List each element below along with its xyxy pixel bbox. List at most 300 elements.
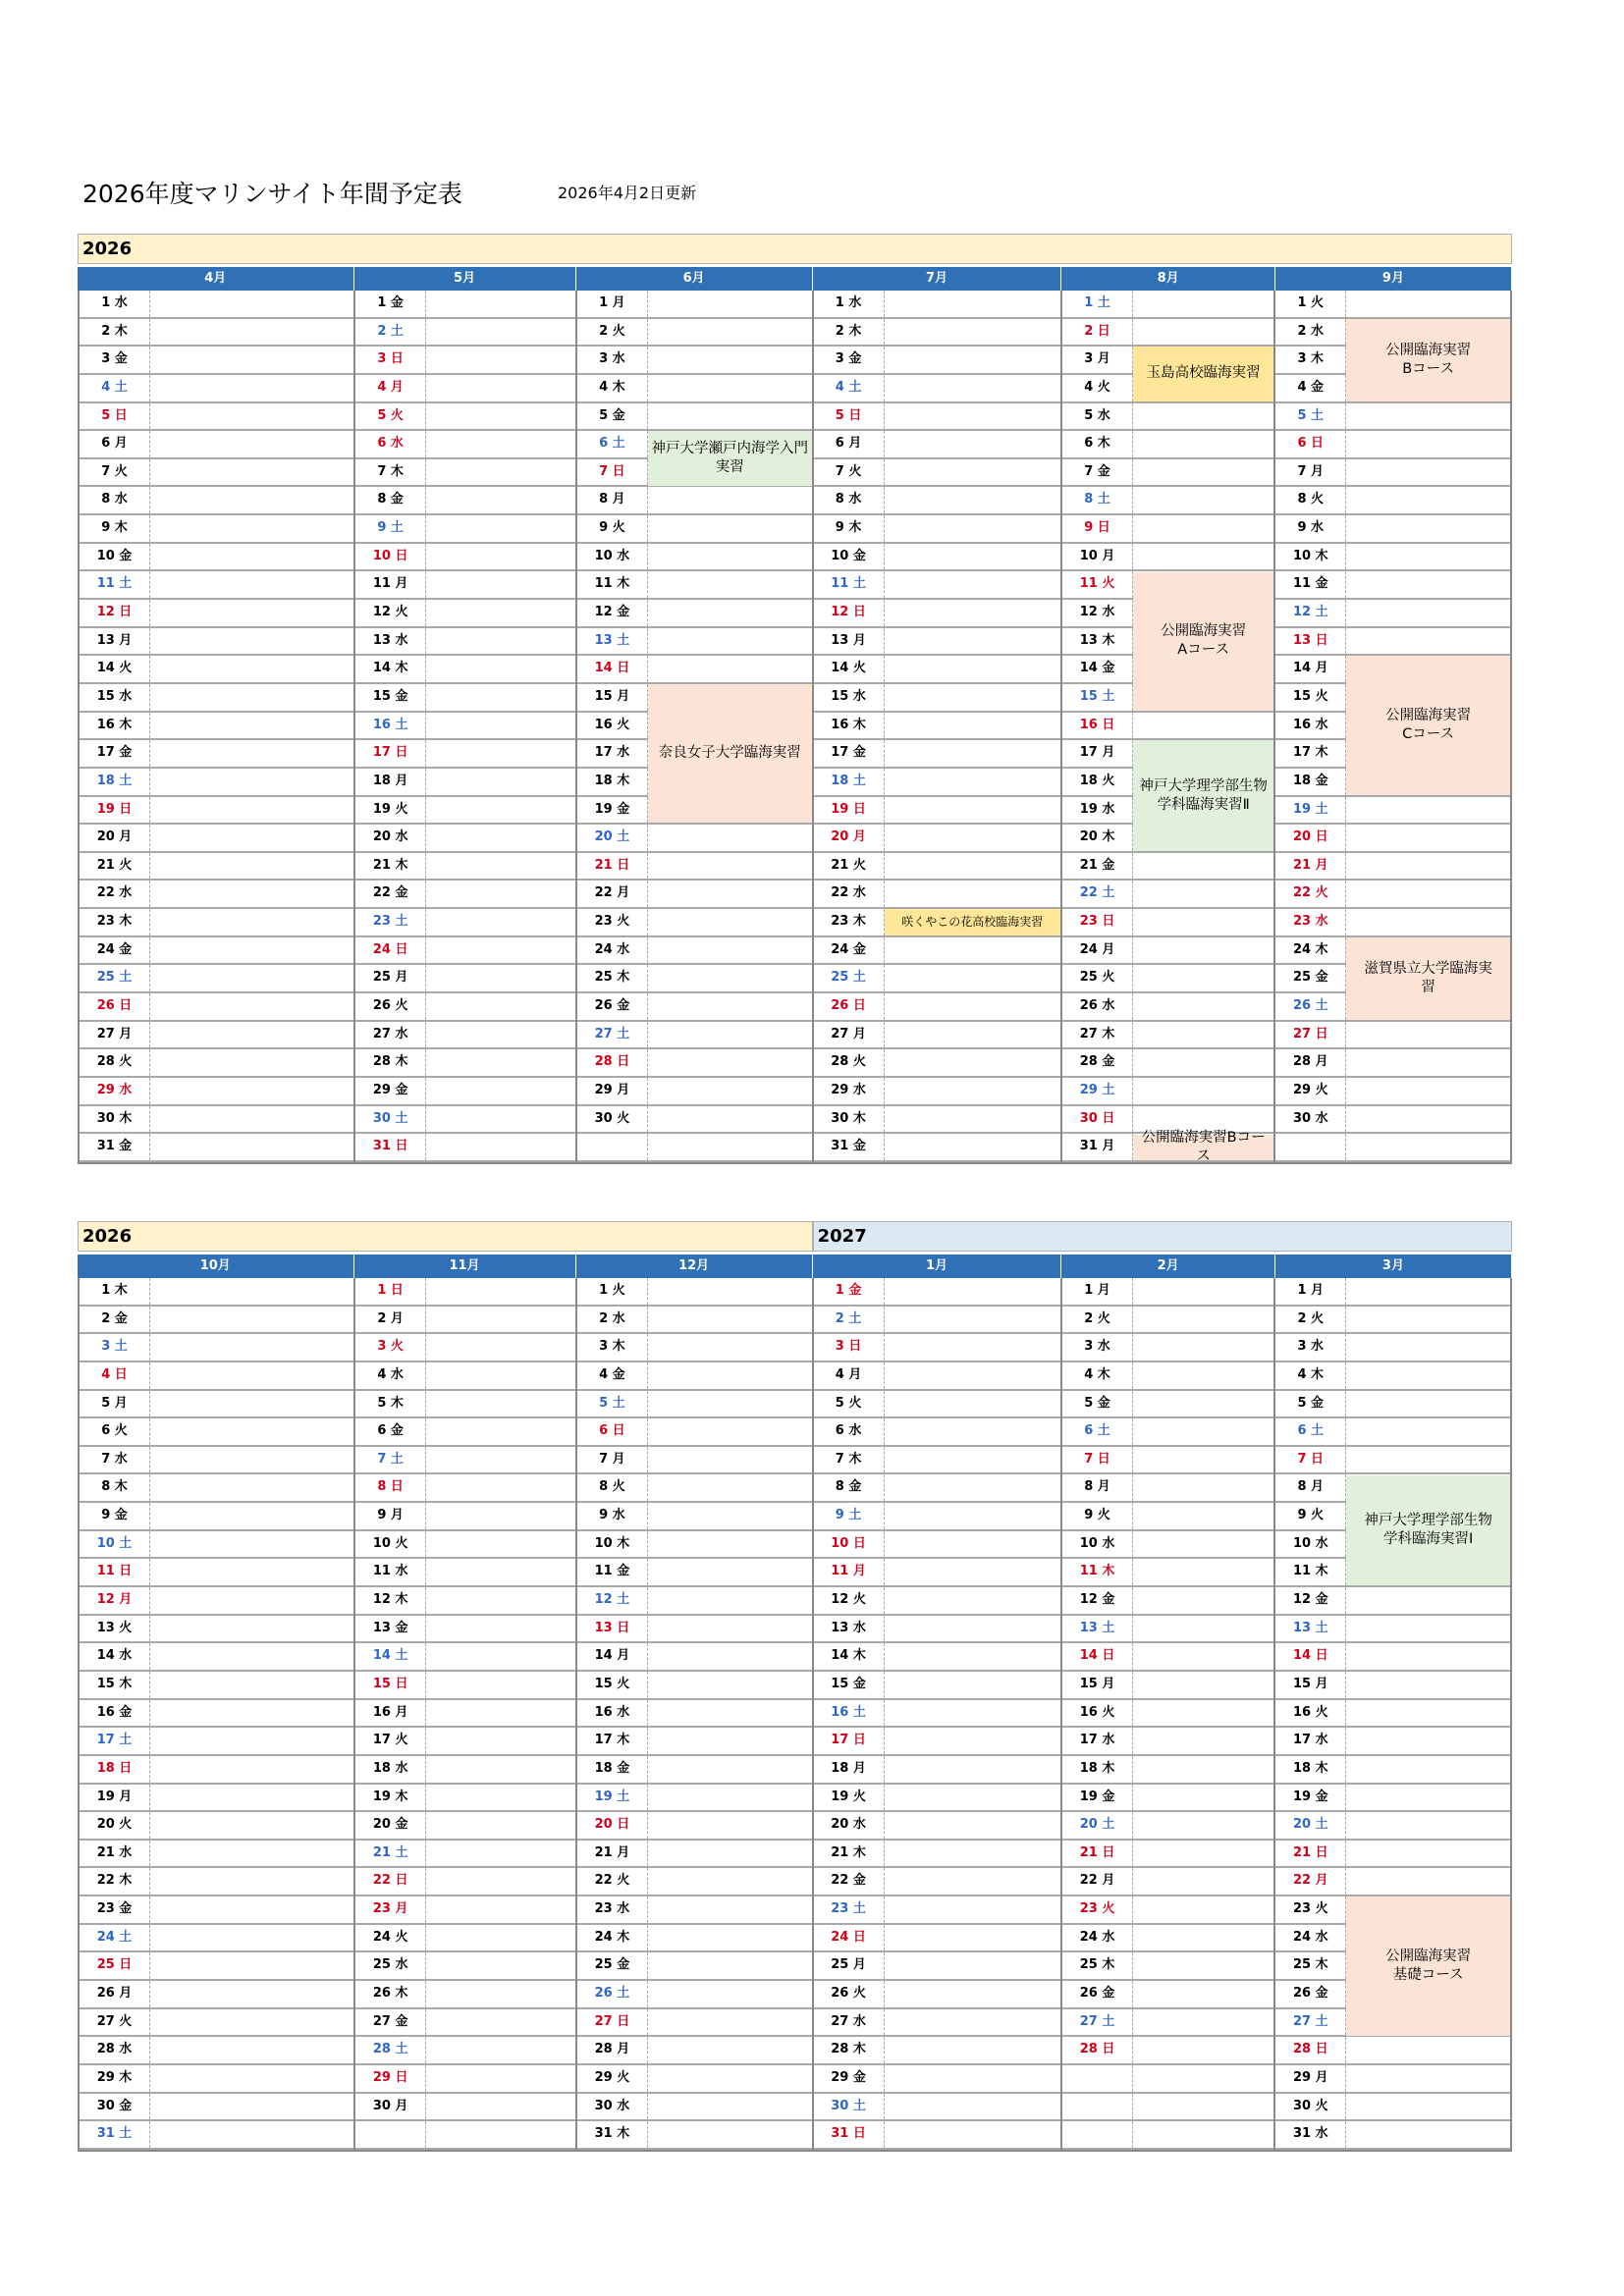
day-label: [1062, 2065, 1133, 2092]
day-row: [814, 571, 1060, 600]
day-label: 6 火: [80, 1418, 150, 1445]
day-label: 27 水: [814, 2009, 885, 2036]
day-label: 5 金: [1275, 1391, 1346, 1417]
day-label: 20 火: [80, 1812, 150, 1839]
day-row: [814, 431, 1060, 459]
day-label: 6 土: [1062, 1418, 1133, 1445]
day-row: [355, 684, 575, 713]
day-label: 15 木: [80, 1672, 150, 1698]
day-label: 29 火: [577, 2065, 648, 2092]
day-row: [1062, 2065, 1273, 2094]
day-row: [1062, 1643, 1273, 1672]
day-row: [1275, 2121, 1510, 2150]
day-row: [355, 1531, 575, 1560]
day-row: [1275, 1418, 1510, 1447]
day-label: 19 金: [1062, 1785, 1133, 1811]
day-row: [1275, 291, 1510, 319]
day-label: 18 水: [355, 1756, 426, 1783]
day-row: [814, 515, 1060, 544]
day-row: [1275, 2065, 1510, 2094]
day-label: 1 日: [355, 1278, 426, 1305]
day-label: 14 木: [355, 656, 426, 682]
day-label: 24 金: [814, 937, 885, 964]
day-row: [577, 1334, 812, 1362]
day-row: [1062, 1672, 1273, 1700]
day-label: 15 金: [355, 684, 426, 711]
day-row: [355, 1447, 575, 1475]
day-row: [814, 1616, 1060, 1644]
day-row: [355, 1587, 575, 1616]
day-label: 10 水: [1062, 1531, 1133, 1558]
day-label: 8 水: [814, 487, 885, 513]
day-label: 20 木: [1062, 825, 1133, 851]
day-label: 5 火: [355, 403, 426, 430]
day-label: 13 土: [577, 628, 648, 655]
day-label: 31 木: [577, 2121, 648, 2148]
day-row: [1062, 1896, 1273, 1925]
day-label: 18 土: [814, 769, 885, 795]
day-label: 19 木: [355, 1785, 426, 1811]
day-label: 28 火: [80, 1049, 150, 1076]
day-label: 19 金: [1275, 1785, 1346, 1811]
day-label: 4 月: [355, 375, 426, 401]
month-header: 3月: [1275, 1255, 1512, 1278]
day-label: 19 火: [355, 797, 426, 824]
day-row: [814, 1418, 1060, 1447]
day-label: 24 水: [577, 937, 648, 964]
day-label: 23 火: [577, 909, 648, 935]
day-row: [577, 881, 812, 909]
day-label: 5 火: [814, 1391, 885, 1417]
day-row: [355, 1981, 575, 2009]
day-label: 2 金: [80, 1307, 150, 1333]
day-row: [80, 459, 353, 488]
day-label: 17 木: [577, 1728, 648, 1754]
day-row: [814, 487, 1060, 515]
day-row: [814, 291, 1060, 319]
day-row: [814, 740, 1060, 769]
day-label: 18 土: [80, 769, 150, 795]
day-row: [814, 2037, 1060, 2065]
day-label: 4 金: [1275, 375, 1346, 401]
day-row: [1062, 937, 1273, 966]
day-label: 16 木: [80, 713, 150, 739]
day-row: [1275, 1307, 1510, 1335]
day-label: 5 土: [1275, 403, 1346, 430]
day-label: 14 木: [814, 1643, 885, 1670]
day-label: 5 金: [577, 403, 648, 430]
day-label: 3 月: [1062, 347, 1133, 373]
month-header-row: [78, 267, 1512, 291]
month-header: 8月: [1061, 267, 1275, 291]
day-label: 23 水: [577, 1896, 648, 1923]
day-row: [814, 2065, 1060, 2094]
day-row: [355, 881, 575, 909]
month-header: 10月: [78, 1255, 354, 1278]
day-row: [1275, 1391, 1510, 1419]
day-row: [80, 515, 353, 544]
day-label: 12 火: [355, 600, 426, 626]
day-row: [355, 1334, 575, 1362]
month-header-row: [78, 1255, 1512, 1278]
day-label: 24 木: [577, 1925, 648, 1951]
day-row: [355, 487, 575, 515]
day-row: [577, 403, 812, 432]
month-column: [814, 291, 1062, 1162]
day-label: 7 木: [355, 459, 426, 486]
day-label: 27 木: [1062, 1022, 1133, 1048]
day-label: 7 木: [814, 1447, 885, 1473]
day-label: 24 月: [1062, 937, 1133, 964]
day-row: [80, 1334, 353, 1362]
day-label: 26 金: [1062, 1981, 1133, 2007]
day-row: [80, 853, 353, 881]
day-row: [577, 1559, 812, 1587]
day-label: 6 水: [814, 1418, 885, 1445]
day-label: 22 日: [355, 1868, 426, 1895]
day-label: 10 日: [355, 544, 426, 570]
month-column: [80, 291, 355, 1162]
day-label: 4 土: [80, 375, 150, 401]
day-label: 4 月: [814, 1362, 885, 1389]
day-row: [80, 1447, 353, 1475]
day-label: 3 日: [814, 1334, 885, 1361]
day-label: 16 火: [1275, 1700, 1346, 1727]
day-label: 29 火: [1275, 1078, 1346, 1104]
event-block: 玉島高校臨海実習: [1133, 347, 1273, 400]
day-label: 7 火: [80, 459, 150, 486]
day-row: [577, 1106, 812, 1135]
day-label: 17 水: [1275, 1728, 1346, 1754]
day-row: [80, 993, 353, 1022]
day-label: 2 水: [1275, 319, 1346, 346]
day-row: [1062, 1700, 1273, 1729]
day-row: [80, 403, 353, 432]
day-label: 5 日: [80, 403, 150, 430]
day-label: 11 火: [1062, 571, 1133, 598]
day-row: [80, 1672, 353, 1700]
day-label: 18 金: [1275, 769, 1346, 795]
day-label: 17 火: [355, 1728, 426, 1754]
day-label: 3 日: [355, 347, 426, 373]
year-label: 2026: [78, 1221, 813, 1252]
day-row: [1275, 797, 1510, 826]
day-row: [814, 1049, 1060, 1078]
day-row: [80, 1503, 353, 1531]
day-grid: [78, 291, 1512, 1164]
day-row: [814, 600, 1060, 628]
month-column: [1062, 1278, 1275, 2150]
day-label: 3 水: [1062, 1334, 1133, 1361]
day-label: 2 木: [814, 319, 885, 346]
day-label: 29 水: [814, 1078, 885, 1104]
day-label: 26 日: [814, 993, 885, 1020]
day-label: 23 木: [814, 909, 885, 935]
day-label: 20 土: [577, 825, 648, 851]
day-row: [1062, 1447, 1273, 1475]
day-row: [80, 684, 353, 713]
day-row: [577, 1925, 812, 1953]
day-label: 27 水: [355, 1022, 426, 1048]
day-row: [80, 1022, 353, 1050]
day-row: [814, 1785, 1060, 1813]
day-label: 2 水: [577, 1307, 648, 1333]
day-label: 30 木: [814, 1106, 885, 1133]
day-row: [814, 1812, 1060, 1841]
day-label: 4 火: [1062, 375, 1133, 401]
day-row: [80, 2037, 353, 2065]
calendar-oct-mar: [78, 1221, 1512, 2152]
day-label: 28 水: [80, 2037, 150, 2063]
day-row: [577, 375, 812, 403]
event-block: 公開臨海実習 Bコース: [1346, 319, 1510, 401]
day-label: 6 日: [1275, 431, 1346, 457]
month-column: [1275, 291, 1512, 1162]
day-row: [577, 656, 812, 684]
day-label: 22 金: [814, 1868, 885, 1895]
day-label: 13 土: [1062, 1616, 1133, 1642]
month-column: [80, 1278, 355, 2150]
day-label: 28 日: [577, 1049, 648, 1076]
day-row: [814, 1952, 1060, 1981]
day-row: [355, 431, 575, 459]
day-row: [577, 1307, 812, 1335]
day-label: 1 月: [1275, 1278, 1346, 1305]
day-row: [355, 1785, 575, 1813]
day-label: 28 火: [814, 1049, 885, 1076]
day-row: [814, 1728, 1060, 1756]
day-row: [80, 965, 353, 993]
day-label: 22 火: [577, 1868, 648, 1895]
day-label: 31 日: [814, 2121, 885, 2148]
day-label: 21 土: [355, 1841, 426, 1867]
day-label: 15 水: [80, 684, 150, 711]
day-label: 7 日: [1275, 1447, 1346, 1473]
day-label: 22 月: [577, 881, 648, 907]
day-row: [1275, 1728, 1510, 1756]
month-header: 9月: [1275, 267, 1512, 291]
day-row: [814, 347, 1060, 375]
day-label: 13 木: [1062, 628, 1133, 655]
day-row: [80, 769, 353, 797]
day-label: 8 土: [1062, 487, 1133, 513]
day-label: 11 木: [1062, 1559, 1133, 1585]
day-label: 25 木: [1275, 1952, 1346, 1979]
day-row: [814, 1134, 1060, 1162]
day-row: [1275, 431, 1510, 459]
day-row: [814, 1334, 1060, 1362]
day-row: [355, 853, 575, 881]
day-label: 15 金: [814, 1672, 885, 1698]
day-row: [577, 1841, 812, 1869]
day-row: [814, 1474, 1060, 1503]
day-label: 23 火: [1062, 1896, 1133, 1923]
day-label: 27 月: [80, 1022, 150, 1048]
day-label: 21 木: [355, 853, 426, 880]
day-row: [577, 1643, 812, 1672]
day-label: 7 金: [1062, 459, 1133, 486]
day-row: [814, 1503, 1060, 1531]
day-label: 15 土: [1062, 684, 1133, 711]
day-row: [355, 1078, 575, 1106]
day-row: [80, 1362, 353, 1391]
day-row: [577, 993, 812, 1022]
day-label: 6 土: [577, 431, 648, 457]
day-label: 21 金: [1062, 853, 1133, 880]
day-label: 16 土: [355, 713, 426, 739]
day-row: [1275, 1106, 1510, 1135]
day-row: [1275, 1700, 1510, 1729]
day-row: [355, 1049, 575, 1078]
day-label: 1 金: [355, 291, 426, 317]
month-column: [1062, 291, 1275, 1162]
day-row: [1275, 1362, 1510, 1391]
day-label: 28 月: [1275, 1049, 1346, 1076]
day-label: 10 土: [80, 1531, 150, 1558]
day-label: 29 水: [80, 1078, 150, 1104]
day-label: 23 土: [814, 1896, 885, 1923]
day-row: [355, 1022, 575, 1050]
day-label: 27 土: [1062, 2009, 1133, 2036]
day-label: 20 日: [1275, 825, 1346, 851]
day-label: 24 日: [814, 1925, 885, 1951]
day-label: 8 火: [577, 1474, 648, 1501]
day-row: [577, 1078, 812, 1106]
day-label: 14 火: [814, 656, 885, 682]
day-row: [814, 2094, 1060, 2122]
day-label: 2 土: [814, 1307, 885, 1333]
day-label: 9 土: [814, 1503, 885, 1529]
day-row: [814, 684, 1060, 713]
day-label: 5 水: [1062, 403, 1133, 430]
day-row: [80, 1643, 353, 1672]
day-label: 22 火: [1275, 881, 1346, 907]
month-header: 5月: [354, 267, 576, 291]
day-label: 10 木: [577, 1531, 648, 1558]
day-grid: [78, 1278, 1512, 2152]
day-row: [1062, 1952, 1273, 1981]
day-row: [577, 347, 812, 375]
day-label: 25 木: [577, 965, 648, 991]
day-label: 31 金: [814, 1134, 885, 1160]
day-label: 15 火: [1275, 684, 1346, 711]
day-label: 21 日: [577, 853, 648, 880]
day-label: 9 土: [355, 515, 426, 542]
day-row: [80, 1587, 353, 1616]
day-label: 6 日: [577, 1418, 648, 1445]
day-label: 27 火: [80, 2009, 150, 2036]
day-label: 16 月: [355, 1700, 426, 1727]
day-row: [1062, 1307, 1273, 1335]
day-label: 17 木: [1275, 740, 1346, 767]
day-row: [355, 1616, 575, 1644]
day-row: [577, 515, 812, 544]
day-label: 19 月: [80, 1785, 150, 1811]
day-row: [355, 825, 575, 853]
day-row: [577, 1391, 812, 1419]
day-row: [814, 825, 1060, 853]
day-label: 22 土: [1062, 881, 1133, 907]
day-row: [814, 1643, 1060, 1672]
day-row: [355, 1307, 575, 1335]
day-row: [814, 656, 1060, 684]
day-label: 24 火: [355, 1925, 426, 1951]
day-row: [814, 1700, 1060, 1729]
day-row: [80, 1134, 353, 1162]
day-row: [1275, 1078, 1510, 1106]
day-row: [355, 1756, 575, 1785]
day-row: [1275, 1616, 1510, 1644]
day-label: 8 金: [814, 1474, 885, 1501]
day-row: [80, 431, 353, 459]
day-row: [1062, 2094, 1273, 2122]
day-row: [1062, 1756, 1273, 1785]
day-label: 20 水: [355, 825, 426, 851]
day-label: 11 木: [1275, 1559, 1346, 1585]
day-label: 15 月: [1062, 1672, 1133, 1698]
day-row: [80, 937, 353, 966]
day-label: 29 日: [355, 2065, 426, 2092]
day-label: 25 火: [1062, 965, 1133, 991]
day-label: 13 日: [1275, 628, 1346, 655]
day-label: 2 土: [355, 319, 426, 346]
day-row: [80, 1106, 353, 1135]
day-row: [355, 628, 575, 657]
day-label: 7 日: [1062, 1447, 1133, 1473]
day-label: 26 金: [577, 993, 648, 1020]
day-label: 22 水: [814, 881, 885, 907]
month-header: 1月: [813, 1255, 1062, 1278]
day-label: 24 木: [1275, 937, 1346, 964]
day-row: [1062, 319, 1273, 347]
day-label: 12 火: [814, 1587, 885, 1614]
day-label: 9 木: [80, 515, 150, 542]
day-label: 6 木: [1062, 431, 1133, 457]
day-row: [1275, 1049, 1510, 1078]
page-title: 2026年度マリンサイト年間予定表: [82, 180, 462, 208]
day-label: [1062, 2094, 1133, 2120]
day-label: 24 土: [80, 1925, 150, 1951]
day-label: 28 木: [355, 1049, 426, 1076]
day-row: [1275, 1672, 1510, 1700]
day-label: 28 土: [355, 2037, 426, 2063]
day-label: 18 木: [577, 769, 648, 795]
day-label: 27 日: [1275, 1022, 1346, 1048]
day-row: [1275, 1868, 1510, 1896]
day-label: 1 水: [80, 291, 150, 317]
month-column: [577, 1278, 814, 2150]
day-label: 19 火: [814, 1785, 885, 1811]
day-row: [80, 1812, 353, 1841]
day-row: [355, 713, 575, 741]
day-row: [355, 656, 575, 684]
day-row: [355, 544, 575, 572]
day-label: 22 金: [355, 881, 426, 907]
day-row: [814, 1531, 1060, 1560]
day-row: [577, 1134, 812, 1162]
day-row: [577, 1756, 812, 1785]
day-label: 27 日: [577, 2009, 648, 2036]
day-row: [577, 2121, 812, 2150]
day-label: 24 水: [1062, 1925, 1133, 1951]
day-row: [814, 853, 1060, 881]
day-label: 9 木: [814, 515, 885, 542]
day-label: 13 火: [80, 1616, 150, 1642]
day-row: [1062, 544, 1273, 572]
month-column: [355, 291, 577, 1162]
day-label: 29 月: [1275, 2065, 1346, 2092]
day-row: [355, 1896, 575, 1925]
